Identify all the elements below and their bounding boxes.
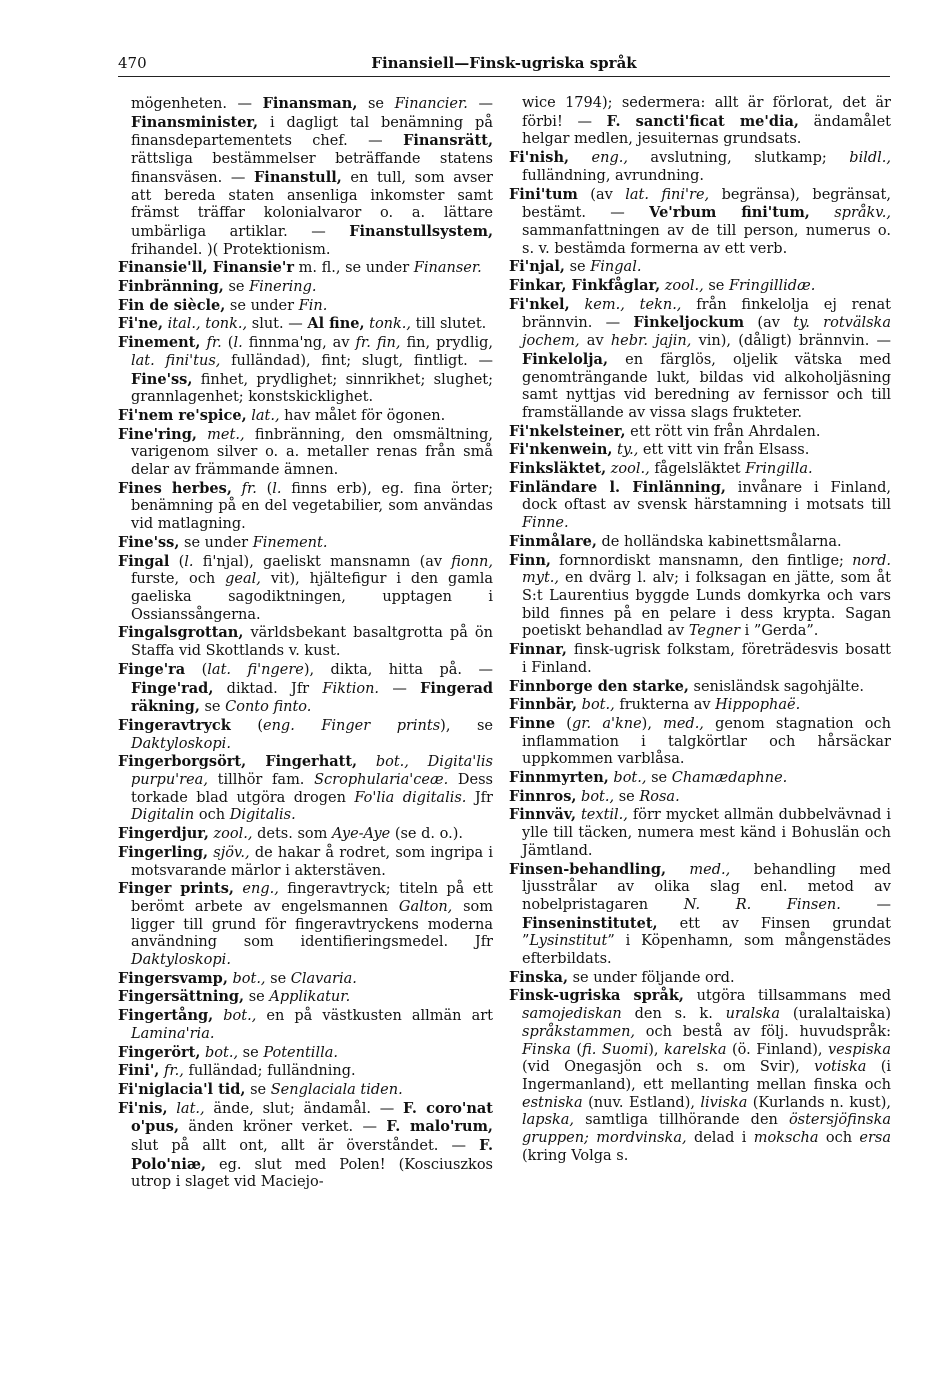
dictionary-entry: Fi'niglacia'l tid, se Senglaciala tiden. xyxy=(118,1080,403,1098)
dictionary-entry: wice 1794); sedermera: allt är förlorat, det är förbi! — F. sancti'ficat me'dia, ändamålet helgar medlen, jesuiternas grundsats. xyxy=(522,95,891,148)
dictionary-entry: Fi'nis, lat., ände, slut; ändamål. — F. coro'nat o'pus, änden kröner verket. — F. malo'rum, slut på allt ont, allt är överståndet. — F. Polo'niæ, eg. slut med Polen! (Kosciuszkos utrop i slaget vid Maciejo- xyxy=(118,1099,493,1191)
dictionary-entry: Fingerborgsört, Fingerhatt, bot., Digita'lis purpu'rea, tillhör fam. Scrophularia'ceæ. Dess torkade blad utgöra drogen Fo'lia digitalis. Jfr Digitalin och Digitalis. xyxy=(118,753,493,824)
running-head: Finansiell—Finsk-ugriska språk xyxy=(371,54,637,72)
dictionary-entry: Finmålare, de holländska kabinettsmålarna. xyxy=(509,532,842,550)
dictionary-entry: Fingersvamp, bot., se Clavaria. xyxy=(118,969,357,987)
right-column xyxy=(509,95,891,1380)
dictionary-entry: Fingeravtryck (eng. Finger prints), se Daktyloskopi. xyxy=(118,716,493,752)
dictionary-entry: Fine'ss, se under Finement. xyxy=(118,533,328,551)
dictionary-entry: Finnar, finsk-ugrisk folkstam, företrädesvis bosatt i Finland. xyxy=(509,641,891,676)
page-header xyxy=(118,54,890,77)
dictionary-entry: Finnborge den starke, senisländsk sagohjälte. xyxy=(509,677,864,695)
dictionary-entry: Fi'nish, eng., avslutning, slutkamp; bildl., fulländning, avrundning. xyxy=(509,149,891,184)
dictionary-entry: Finska, se under följande ord. xyxy=(509,968,735,986)
dictionary-entry: Finländare l. Finlänning, invånare i Finland, dock oftast av svensk härstamning i motsats till Finne. xyxy=(509,478,891,532)
dictionary-entry: Finge'ra (lat. fi'ngere), dikta, hitta på. — Finge'rad, diktad. Jfr Fiktion. — Fingerad räkning, se Conto finto. xyxy=(118,660,493,716)
dictionary-entry: Fi'njal, se Fingal. xyxy=(509,258,642,276)
dictionary-entry: Finksläktet, zool., fågelsläktet Fringilla. xyxy=(509,460,813,478)
dictionary-entry: Fingertång, bot., en på västkusten allmän art Lamina'ria. xyxy=(118,1007,493,1042)
dictionary-entry: Fini', fr., fulländad; fulländning. xyxy=(118,1062,356,1080)
dictionary-entry: Fingal (l. fi'njal), gaeliskt mansnamn (av fionn, furste, och geal, vit), hjältefigur i den gamla gaeliska sagodiktningen, upptagen i Ossianssångerna. xyxy=(118,552,493,623)
dictionary-entry: Finnmyrten, bot., se Chamædaphne. xyxy=(509,769,788,787)
dictionary-entry: Fi'ne, ital., tonk., slut. — Al fine, tonk., till slutet. xyxy=(118,315,487,333)
dictionary-entry: Fingalsgrottan, världsbekant basaltgrotta på ön Staffa vid Skottlands v. kust. xyxy=(118,624,493,660)
dictionary-entry: Fingerling, sjöv., de hakar å rodret, som ingripa i motsvarande märlor i akterstäven. xyxy=(118,843,493,879)
dictionary-entry: Fi'nkenwein, ty., ett vitt vin från Elsass. xyxy=(509,441,810,459)
dictionary-entry: Fine'ring, met., finbränning, den omsmältning, varigenom silver o. a. metaller renas från små delar av främmande ämnen. xyxy=(118,425,493,479)
dictionary-entry: Fini'tum (av lat. fini're, begränsa), begränsat, bestämt. — Ve'rbum fini'tum, språkv., sammanfattningen av de till person, numerus o. s. v. bestämda formerna av ett verb. xyxy=(509,185,891,257)
dictionary-entry: Fi'nkel, kem., tekn., från finkelolja ej renat brännvin. — Finkeljockum (av ty. rotvälska jochem, av hebr. jajin, vin), (dåligt) brännvin. — Finkelolja, en färglös, oljelik vätska med genomträngande lukt, bildas vid alkoholjäsning samt nyttjas vid beredning av fernissor och till framställande av vissa slags frukteter. xyxy=(509,295,891,421)
dictionary-entry: Fingersättning, se Applikatur. xyxy=(118,988,351,1006)
dictionary-entry: Finement, fr. (l. finnma'ng, av fr. fin, fin, prydlig, lat. fini'tus, fulländad), fint; slugt, fintligt. — Fine'ss, finhet, prydlighet; sinnrikhet; slughet; grannlagenhet; konstskicklighet. xyxy=(118,334,493,406)
dictionary-entry: Fines herbes, fr. (l. finns erb), eg. fina örter; benämning på en del vegetabilier, som användas vid matlagning. xyxy=(118,479,493,533)
dictionary-entry: Finkar, Finkfåglar, zool., se Fringillidæ. xyxy=(509,277,816,295)
left-column xyxy=(118,95,493,1380)
dictionary-entry: Finnväv, textil., förr mycket allmän dubbelvävnad i ylle till täcken, numera mest känd i Bohuslän och Jämtland. xyxy=(509,806,891,859)
dictionary-entry: Finbränning, se Finering. xyxy=(118,278,317,296)
dictionary-entry: mögenheten. — Finansman, se Financier. — Finansminister, i dagligt tal benämning på finansdepartementets chef. — Finansrätt, rättsliga bestämmelser beträffande statens finansväsen. — Finanstull, en tull, som avser att bereda staten ansenliga inkomster samt främst träffar kolonialvaror o. a. lättare umbärliga artiklar. — Finanstullsystem, frihandel. )( Protektionism. xyxy=(131,95,493,258)
dictionary-entry: Finger prints, eng., fingeravtryck; titeln på ett berömt arbete av engelsmannen Galton, som ligger till grund för fingeravtryckens moderna användning som identifieringsmedel. Jfr Daktyloskopi. xyxy=(118,880,493,969)
dictionary-entry: Finsen-behandling, med., behandling med ljusstrålar av olika slag enl. metod av nobelpristagaren N. R. Finsen. — Finseninstitutet, ett av Finsen grundat ”Lysinstitut” i Köpenhamn, som mångenstädes efterbildats. xyxy=(509,860,891,968)
dictionary-entry: Fi'nem re'spice, lat., hav målet för ögonen. xyxy=(118,406,446,424)
page-number: 470 xyxy=(118,54,147,72)
dictionary-entry: Fin de siècle, se under Fin. xyxy=(118,296,328,314)
dictionary-entry: Fi'nkelsteiner, ett rött vin från Ahrdalen. xyxy=(509,422,821,440)
dictionary-entry: Finnbär, bot., frukterna av Hippophaë. xyxy=(509,696,801,714)
dictionary-entry: Finansie'll, Finansie'r m. fl., se under Finanser. xyxy=(118,259,482,277)
dictionary-entry: Finne (gr. a'kne), med., genom stagnation och inflammation i talgkörtlar och hårsäckar uppkommen varblåsa. xyxy=(509,714,891,768)
dictionary-entry: Fingerdjur, zool., dets. som Aye-Aye (se d. o.). xyxy=(118,825,463,843)
dictionary-entry: Finnros, bot., se Rosa. xyxy=(509,787,680,805)
dictionary-entry: Finn, fornnordiskt mansnamn, den fintlige; nord. myt., en dvärg l. alv; i folksagan en jätte, som åt S:t Laurentius byggde Lunds domkyrka och vars bild finnes på en pelare i dess krypta. Sagan poetiskt behandlad av Tegner i ”Gerda”. xyxy=(509,551,891,640)
dictionary-entry: Fingerört, bot., se Potentilla. xyxy=(118,1043,338,1061)
dictionary-entry: Finsk-ugriska språk, utgöra tillsammans med samojediskan den s. k. uralska (uralaltaiska) språkstammen, och bestå av följ. huvudspråk: Finska (fi. Suomi), karelska (ö. Finland), vespiska (vid Onegasjön och s. om Svir), votiska (i Ingermanland), ett mellanting mellan finska och estniska (nuv. Estland), liviska (Kurlands n. kust), lapska, samtliga tillhörande den östersjöfinska gruppen; mordvinska, delad i mokscha och ersa (kring Volga s. xyxy=(509,987,891,1164)
